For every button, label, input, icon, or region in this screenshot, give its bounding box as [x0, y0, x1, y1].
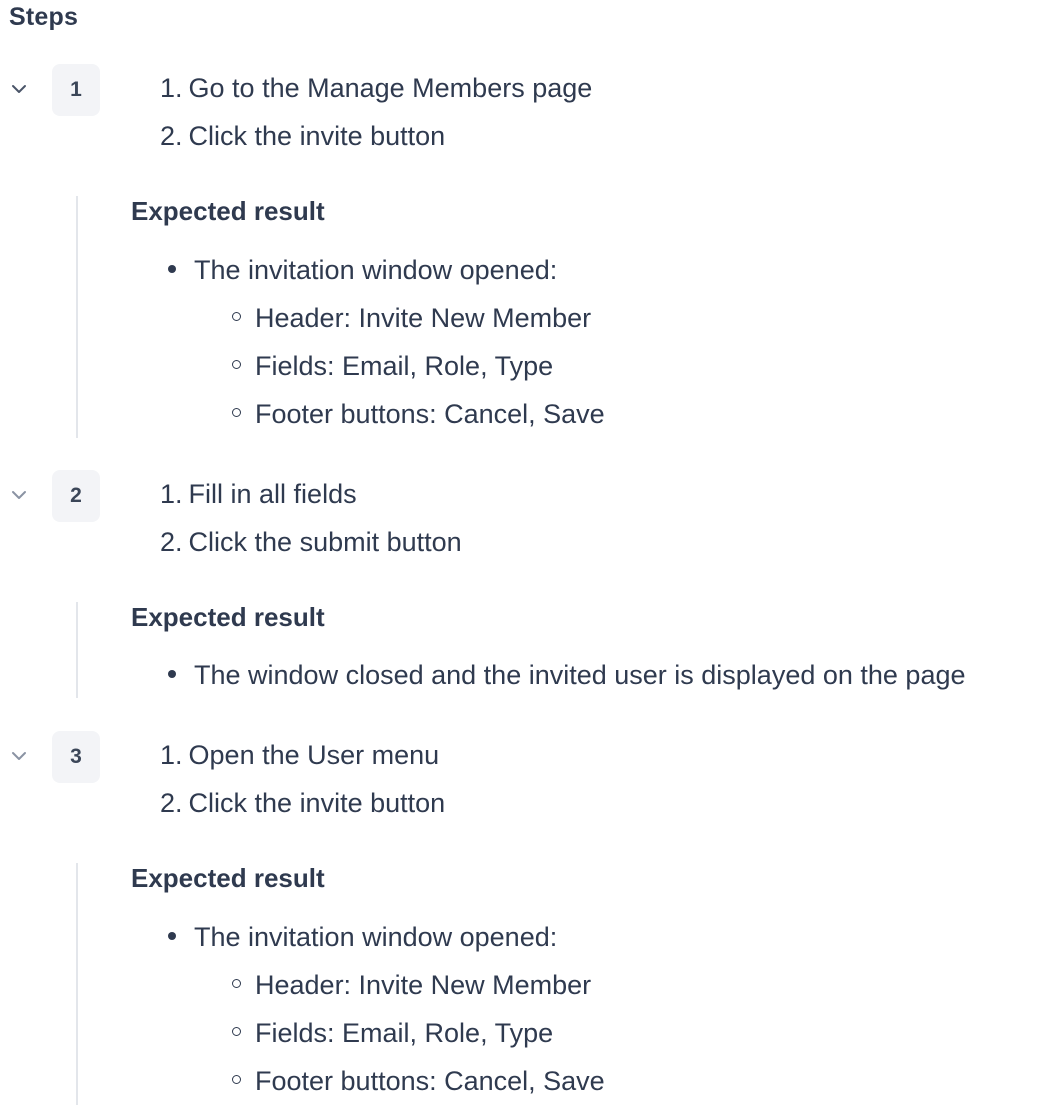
- expected-result-divider: [76, 196, 78, 438]
- result-sub-text: Header: Invite New Member: [255, 303, 592, 333]
- action-index: 2.: [160, 527, 183, 557]
- result-bullet: [168, 651, 966, 699]
- result-text: The invitation window opened:: [194, 922, 558, 952]
- action-item: [160, 518, 462, 566]
- collapse-step-3-toggle[interactable]: [9, 746, 29, 766]
- collapse-step-2-toggle[interactable]: [9, 485, 29, 505]
- result-sub-text: Header: Invite New Member: [255, 970, 592, 1000]
- chevron-down-icon: [10, 83, 28, 95]
- section-title: Steps: [9, 3, 79, 31]
- result-sub-text: Footer buttons: Cancel, Save: [255, 1066, 605, 1096]
- action-text: Click the invite button: [188, 121, 446, 151]
- action-text: Fill in all fields: [188, 479, 357, 509]
- bullet-circle-icon: [232, 312, 241, 321]
- step-number-badge: 3: [52, 731, 100, 783]
- action-index: 1.: [160, 740, 183, 770]
- action-index: 2.: [160, 788, 183, 818]
- expected-result-title: Expected result: [131, 602, 325, 632]
- bullet-dot-icon: [168, 670, 176, 678]
- result-sub-bullet: [232, 1057, 605, 1105]
- action-text: Go to the Manage Members page: [188, 73, 593, 103]
- result-sub-text: Fields: Email, Role, Type: [255, 351, 554, 381]
- expected-result-title: Expected result: [131, 196, 325, 226]
- action-index: 1.: [160, 479, 183, 509]
- result-sub-text: Footer buttons: Cancel, Save: [255, 399, 605, 429]
- result-text: The invitation window opened:: [194, 255, 558, 285]
- action-index: 1.: [160, 73, 183, 103]
- action-item: [160, 112, 445, 160]
- result-sub-bullet: [232, 961, 591, 1009]
- action-index: 2.: [160, 121, 183, 151]
- action-item: [160, 779, 445, 827]
- bullet-circle-icon: [232, 979, 241, 988]
- action-item: [160, 470, 357, 518]
- result-bullet: [168, 246, 557, 294]
- result-sub-bullet: [232, 294, 591, 342]
- chevron-down-icon: [10, 489, 28, 501]
- expected-result-divider: [76, 602, 78, 698]
- bullet-circle-icon: [232, 1027, 241, 1036]
- action-item: [160, 64, 592, 112]
- result-sub-bullet: [232, 390, 605, 438]
- step-number-badge: 2: [52, 470, 100, 522]
- bullet-circle-icon: [232, 360, 241, 369]
- bullet-dot-icon: [168, 265, 176, 273]
- expected-result-title: Expected result: [131, 863, 325, 893]
- step-number-badge: 1: [52, 64, 100, 116]
- action-text: Open the User menu: [188, 740, 440, 770]
- expected-result-divider: [76, 863, 78, 1105]
- result-sub-text: Fields: Email, Role, Type: [255, 1018, 554, 1048]
- collapse-step-1-toggle[interactable]: [9, 79, 29, 99]
- bullet-dot-icon: [168, 932, 176, 940]
- action-text: Click the submit button: [188, 527, 462, 557]
- bullet-circle-icon: [232, 1075, 241, 1084]
- chevron-down-icon: [10, 750, 28, 762]
- result-sub-bullet: [232, 1009, 553, 1057]
- result-sub-bullet: [232, 342, 553, 390]
- bullet-circle-icon: [232, 408, 241, 417]
- action-item: [160, 731, 439, 779]
- action-text: Click the invite button: [188, 788, 446, 818]
- result-text: The window closed and the invited user is displayed on the page: [194, 660, 966, 690]
- result-bullet: [168, 913, 557, 961]
